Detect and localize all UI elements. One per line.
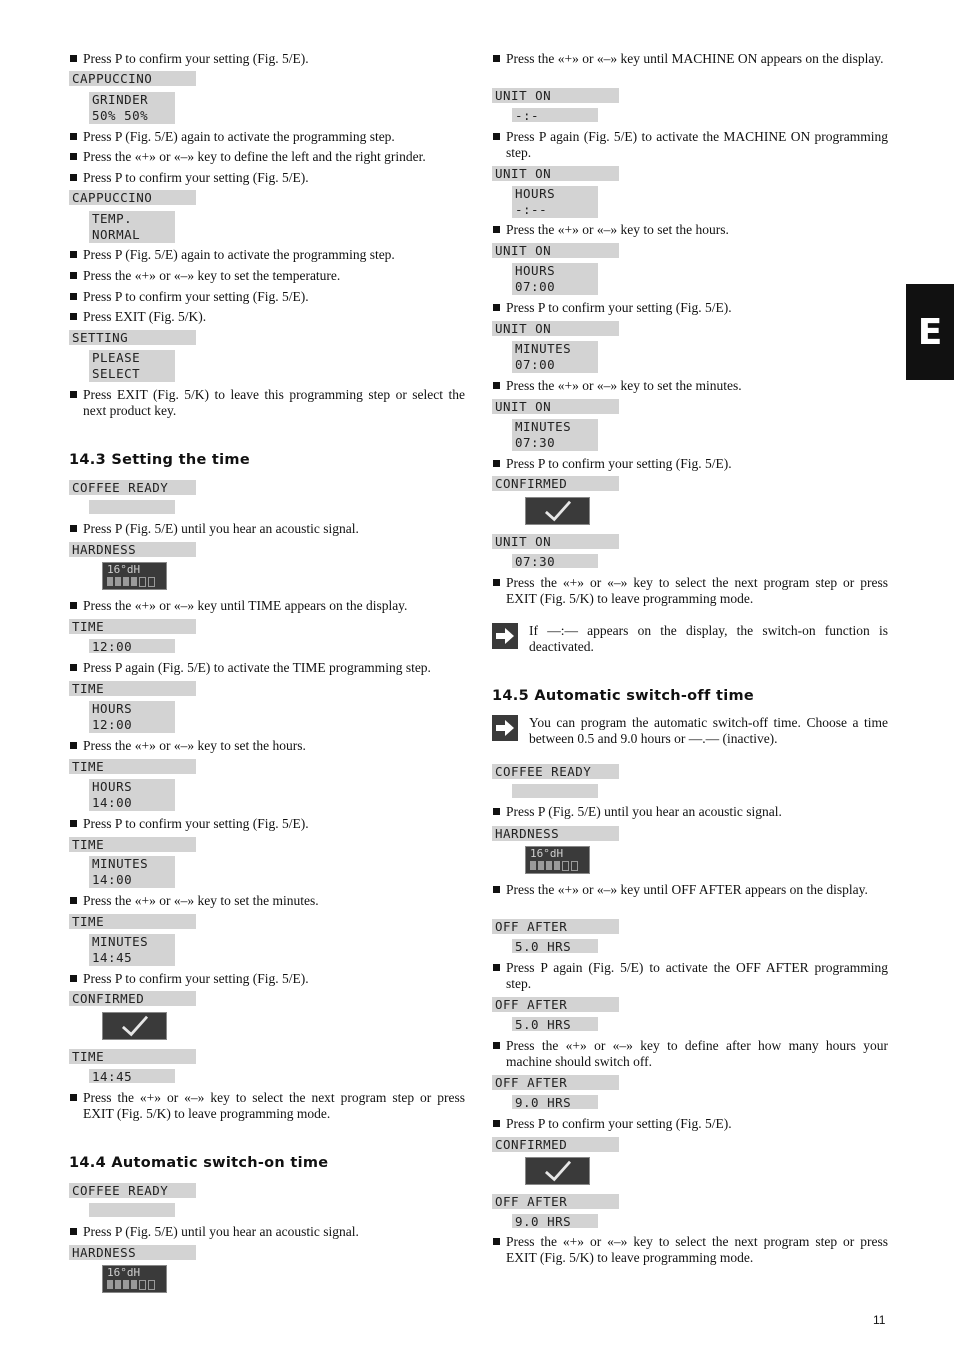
lcd-line: UNIT ON: [492, 534, 619, 549]
lcd-line: CAPPUCCINO: [69, 190, 196, 205]
info-note: If —:— appears on the display, the switch-on function is deactivated.: [492, 623, 888, 655]
bullet: Press EXIT (Fig. 5/K).: [69, 309, 465, 325]
bullet: Press the «+» or «–» key to select the next program step or press EXIT (Fig. 5/K) to leave programming mode.: [492, 1234, 888, 1266]
section-heading: 14.4 Automatic switch-on time: [69, 1155, 329, 1171]
lcd-line: OFF AFTER: [492, 1075, 619, 1090]
lcd-line: HARDNESS: [69, 542, 196, 557]
bullet: Press P (Fig. 5/E) until you hear an acoustic signal.: [492, 804, 888, 820]
bullet: Press the «+» or «–» key until TIME appears on the display.: [69, 598, 465, 614]
language-tab: E: [906, 284, 954, 380]
bullet: Press P to confirm your setting (Fig. 5/E).: [492, 1116, 888, 1132]
lcd-line: OFF AFTER: [492, 997, 619, 1012]
section-heading: 14.3 Setting the time: [69, 452, 250, 468]
lcd-line: COFFEE READY: [69, 1183, 196, 1198]
lcd-line: PLEASE SELECT: [89, 350, 175, 382]
lcd-line: 14:45: [89, 1069, 175, 1083]
lcd-line: 12:00: [89, 639, 175, 653]
lcd-line: CONFIRMED: [69, 991, 196, 1006]
lcd-blank: [89, 1203, 175, 1217]
bullet: Press P to confirm your setting (Fig. 5/E).: [69, 51, 465, 67]
bullet: Press the «+» or «–» key to set the minutes.: [69, 893, 465, 909]
lcd-line: MINUTES 07:00: [512, 341, 598, 373]
bullet: Press P (Fig. 5/E) again to activate the programming step.: [69, 129, 465, 145]
bullet: Press P again (Fig. 5/E) to activate the MACHINE ON programming step.: [492, 129, 888, 161]
info-note: You can program the automatic switch-off time. Choose a time between 0.5 and 9.0 hours or —.— (inactive).: [492, 715, 888, 747]
bullet: Press the «+» or «–» key to set the hours.: [69, 738, 465, 754]
checkmark-icon: [525, 497, 590, 525]
lcd-line: 5.0 HRS: [512, 939, 598, 953]
page-number: 11: [873, 1313, 886, 1327]
lcd-line: HARDNESS: [492, 826, 619, 841]
bullet: Press P to confirm your setting (Fig. 5/E).: [69, 170, 465, 186]
lcd-line: CONFIRMED: [492, 1137, 619, 1152]
bullet: Press P to confirm your setting (Fig. 5/E).: [69, 289, 465, 305]
lcd-line: TIME: [69, 681, 196, 696]
lcd-line: COFFEE READY: [69, 480, 196, 495]
lcd-line: CONFIRMED: [492, 476, 619, 491]
lcd-line: UNIT ON: [492, 88, 619, 103]
lcd-blank: [89, 500, 175, 514]
lcd-line: UNIT ON: [492, 243, 619, 258]
lcd-blank: [512, 784, 598, 798]
lcd-line: HOURS 12:00: [89, 701, 175, 733]
lcd-line: -:-: [512, 108, 598, 122]
lcd-line: 5.0 HRS: [512, 1017, 598, 1031]
bullet: Press P again (Fig. 5/E) to activate the OFF AFTER programming step.: [492, 960, 888, 992]
lcd-line: CAPPUCCINO: [69, 71, 196, 86]
lcd-line: TIME: [69, 759, 196, 774]
checkmark-icon: [525, 1157, 590, 1185]
bullet: Press P (Fig. 5/E) again to activate the programming step.: [69, 247, 465, 263]
bullet: Press P again (Fig. 5/E) to activate the TIME programming step.: [69, 660, 465, 676]
bullet: Press the «+» or «–» key to set the hours.: [492, 222, 888, 238]
lcd-line: HOURS -:--: [512, 186, 598, 218]
lcd-line: HARDNESS: [69, 1245, 196, 1260]
lcd-line: 07:30: [512, 554, 598, 568]
lcd-line: HOURS 14:00: [89, 779, 175, 811]
lcd-line: MINUTES 07:30: [512, 419, 598, 451]
lcd-line: TIME: [69, 914, 196, 929]
arrow-right-icon: [492, 715, 518, 741]
bullet: Press the «+» or «–» key to select the next program step or press EXIT (Fig. 5/K) to leave programming mode.: [492, 575, 888, 607]
lcd-line: UNIT ON: [492, 399, 619, 414]
arrow-right-icon: [492, 623, 518, 649]
bullet: Press the «+» or «–» key to set the temperature.: [69, 268, 465, 284]
bullet: Press P to confirm your setting (Fig. 5/E).: [69, 971, 465, 987]
section-heading: 14.5 Automatic switch-off time: [492, 688, 755, 704]
bullet: Press P to confirm your setting (Fig. 5/E).: [69, 816, 465, 832]
lcd-line: OFF AFTER: [492, 919, 619, 934]
lcd-line: MINUTES 14:00: [89, 856, 175, 888]
bullet: Press P (Fig. 5/E) until you hear an acoustic signal.: [69, 1224, 465, 1240]
bullet: Press the «+» or «–» key until MACHINE ON appears on the display.: [492, 51, 888, 67]
lcd-line: GRINDER 50% 50%: [89, 92, 175, 124]
bullet: Press P to confirm your setting (Fig. 5/E).: [492, 300, 888, 316]
lcd-line: OFF AFTER: [492, 1194, 619, 1209]
lcd-line: HOURS 07:00: [512, 263, 598, 295]
lcd-line: COFFEE READY: [492, 764, 619, 779]
lcd-line: TIME: [69, 1049, 196, 1064]
lcd-line: TIME: [69, 619, 196, 634]
lcd-line: SETTING: [69, 330, 196, 345]
hardness-display-image: 16°dH: [525, 846, 590, 874]
bullet: Press P to confirm your setting (Fig. 5/E).: [492, 456, 888, 472]
lcd-line: MINUTES 14:45: [89, 934, 175, 966]
bullet: Press the «+» or «–» key to set the minutes.: [492, 378, 888, 394]
bullet: Press the «+» or «–» key until OFF AFTER appears on the display.: [492, 882, 888, 898]
hardness-display-image: 16°dH: [102, 562, 167, 590]
bullet: Press the «+» or «–» key to define after how many hours your machine should switch off.: [492, 1038, 888, 1070]
lcd-line: TIME: [69, 837, 196, 852]
lcd-line: 9.0 HRS: [512, 1214, 598, 1228]
lcd-line: 9.0 HRS: [512, 1095, 598, 1109]
lcd-line: UNIT ON: [492, 166, 619, 181]
bullet: Press the «+» or «–» key to select the next program step or press EXIT (Fig. 5/K) to leave programming mode.: [69, 1090, 465, 1122]
checkmark-icon: [102, 1012, 167, 1040]
bullet: Press the «+» or «–» key to define the left and the right grinder.: [69, 149, 465, 165]
lcd-line: TEMP. NORMAL: [89, 211, 175, 243]
bullet: Press EXIT (Fig. 5/K) to leave this programming step or select the next product key.: [69, 387, 465, 419]
hardness-display-image: 16°dH: [102, 1265, 167, 1293]
bullet: Press P (Fig. 5/E) until you hear an acoustic signal.: [69, 521, 465, 537]
lcd-line: UNIT ON: [492, 321, 619, 336]
